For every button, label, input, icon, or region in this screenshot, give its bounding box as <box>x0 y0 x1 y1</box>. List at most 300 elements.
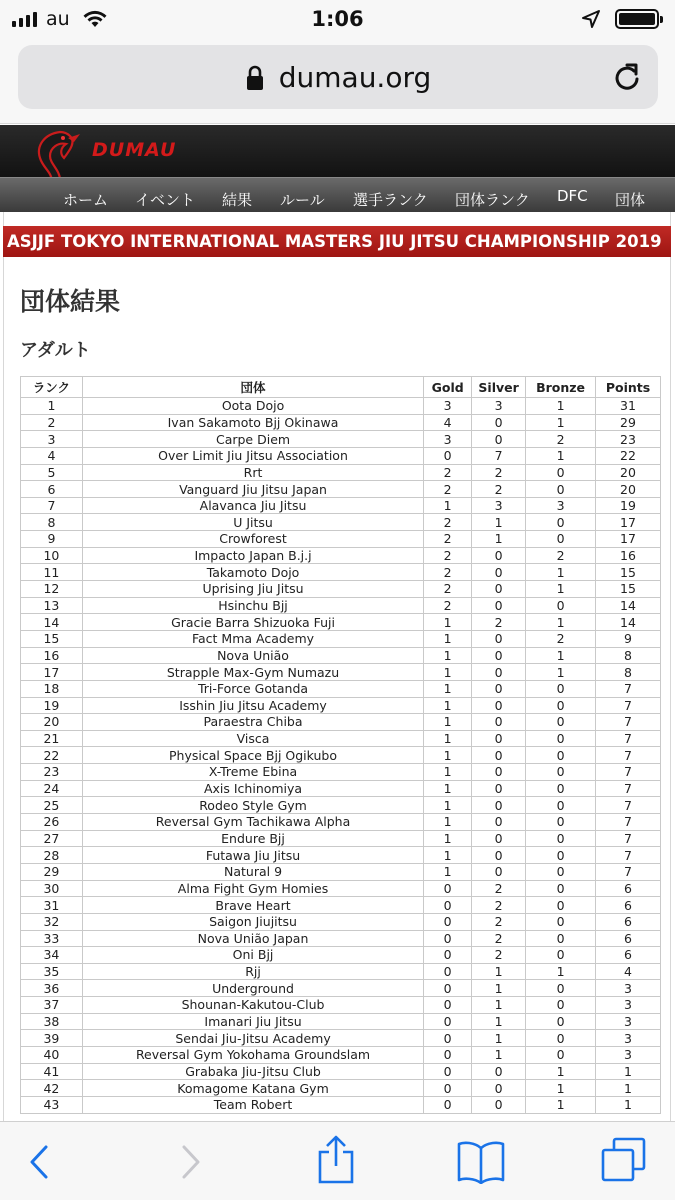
table-row <box>21 947 661 964</box>
table-row <box>21 847 661 864</box>
cell-bronze: 1 <box>526 1080 596 1097</box>
cell-silver: 0 <box>472 630 526 647</box>
cell-team: Nova União <box>82 647 423 664</box>
cell-rank: 14 <box>21 614 83 631</box>
reload-icon[interactable] <box>612 61 642 93</box>
cell-team: Uprising Jiu Jitsu <box>82 581 423 598</box>
table-row <box>21 431 661 448</box>
cell-bronze: 0 <box>526 863 596 880</box>
nav-teams[interactable]: 団体 <box>615 191 646 209</box>
cell-bronze: 2 <box>526 547 596 564</box>
cell-rank: 19 <box>21 697 83 714</box>
cell-points: 20 <box>596 464 661 481</box>
cell-points: 8 <box>596 664 661 681</box>
cell-bronze: 1 <box>526 414 596 431</box>
table-row <box>21 398 661 415</box>
cell-team: X-Treme Ebina <box>82 764 423 781</box>
cell-silver: 1 <box>472 980 526 997</box>
lock-icon <box>245 64 265 92</box>
cell-bronze: 0 <box>526 597 596 614</box>
cell-team: Physical Space Bjj Ogikubo <box>82 747 423 764</box>
nav-rules[interactable]: ルール <box>280 191 325 209</box>
cell-points: 7 <box>596 764 661 781</box>
cell-team: Saigon Jiujitsu <box>82 913 423 930</box>
cell-points: 7 <box>596 747 661 764</box>
cell-team: Oni Bjj <box>82 947 423 964</box>
cell-points: 29 <box>596 414 661 431</box>
cell-points: 16 <box>596 547 661 564</box>
table-row <box>21 630 661 647</box>
cell-team: Shounan-Kakutou-Club <box>82 997 423 1014</box>
cell-points: 4 <box>596 963 661 980</box>
table-row <box>21 680 661 697</box>
table-row <box>21 747 661 764</box>
cell-silver: 2 <box>472 930 526 947</box>
back-icon[interactable] <box>26 1142 52 1182</box>
cell-bronze: 1 <box>526 614 596 631</box>
cell-bronze: 0 <box>526 797 596 814</box>
table-row <box>21 447 661 464</box>
cell-gold: 0 <box>424 1030 472 1047</box>
results-table <box>20 376 661 1114</box>
table-row <box>21 913 661 930</box>
cell-points: 15 <box>596 581 661 598</box>
cell-bronze: 0 <box>526 481 596 498</box>
table-row <box>21 514 661 531</box>
cell-silver: 1 <box>472 1030 526 1047</box>
table-row <box>21 714 661 731</box>
url-text: dumau.org <box>278 61 432 94</box>
cell-team: Nova União Japan <box>82 930 423 947</box>
table-row <box>21 597 661 614</box>
cell-bronze: 0 <box>526 930 596 947</box>
cell-rank: 10 <box>21 547 83 564</box>
cell-gold: 1 <box>424 630 472 647</box>
cell-silver: 0 <box>472 863 526 880</box>
header-team: 団体 <box>82 377 423 398</box>
cell-silver: 0 <box>472 1063 526 1080</box>
cell-gold: 0 <box>424 947 472 964</box>
cell-gold: 2 <box>424 581 472 598</box>
cell-team: Visca <box>82 730 423 747</box>
cell-team: Over Limit Jiu Jitsu Association <box>82 447 423 464</box>
cell-team: Vanguard Jiu Jitsu Japan <box>82 481 423 498</box>
cell-points: 6 <box>596 913 661 930</box>
table-row <box>21 897 661 914</box>
cell-points: 17 <box>596 531 661 548</box>
cell-points: 3 <box>596 1030 661 1047</box>
cell-team: Reversal Gym Tachikawa Alpha <box>82 814 423 831</box>
table-row <box>21 581 661 598</box>
cell-points: 7 <box>596 697 661 714</box>
cell-team: Natural 9 <box>82 863 423 880</box>
browser-top-bar <box>0 40 675 124</box>
cell-rank: 25 <box>21 797 83 814</box>
table-row <box>21 1096 661 1113</box>
cell-gold: 2 <box>424 564 472 581</box>
battery-icon <box>615 9 659 29</box>
cell-silver: 2 <box>472 880 526 897</box>
cell-silver: 0 <box>472 830 526 847</box>
cell-silver: 1 <box>472 531 526 548</box>
status-bar <box>0 0 675 40</box>
table-row <box>21 647 661 664</box>
nav-events[interactable]: イベント <box>135 191 196 209</box>
table-row <box>21 664 661 681</box>
table-row <box>21 531 661 548</box>
cell-gold: 0 <box>424 963 472 980</box>
nav-dfc[interactable]: DFC <box>557 187 588 205</box>
cell-bronze: 0 <box>526 830 596 847</box>
cell-points: 9 <box>596 630 661 647</box>
cell-rank: 5 <box>21 464 83 481</box>
cell-rank: 28 <box>21 847 83 864</box>
cell-points: 3 <box>596 997 661 1014</box>
cell-bronze: 1 <box>526 1063 596 1080</box>
cell-bronze: 0 <box>526 1013 596 1030</box>
cell-gold: 1 <box>424 730 472 747</box>
table-row <box>21 880 661 897</box>
cell-points: 7 <box>596 680 661 697</box>
cell-bronze: 0 <box>526 514 596 531</box>
address-bar[interactable] <box>18 45 658 109</box>
cell-rank: 40 <box>21 1046 83 1063</box>
cell-team: Rjj <box>82 963 423 980</box>
carrier-label: au <box>46 8 70 30</box>
cell-silver: 0 <box>472 581 526 598</box>
cell-team: Komagome Katana Gym <box>82 1080 423 1097</box>
cell-silver: 2 <box>472 913 526 930</box>
cell-gold: 2 <box>424 481 472 498</box>
cell-points: 3 <box>596 980 661 997</box>
cell-bronze: 0 <box>526 747 596 764</box>
cell-rank: 23 <box>21 764 83 781</box>
cell-rank: 17 <box>21 664 83 681</box>
cell-gold: 2 <box>424 547 472 564</box>
cell-team: Rrt <box>82 464 423 481</box>
cell-team: U Jitsu <box>82 514 423 531</box>
cell-bronze: 1 <box>526 564 596 581</box>
cell-points: 7 <box>596 730 661 747</box>
cell-gold: 1 <box>424 830 472 847</box>
cell-rank: 37 <box>21 997 83 1014</box>
cell-rank: 29 <box>21 863 83 880</box>
cell-team: Reversal Gym Yokohama Groundslam <box>82 1046 423 1063</box>
cell-silver: 0 <box>472 431 526 448</box>
table-row <box>21 497 661 514</box>
cell-bronze: 1 <box>526 1096 596 1113</box>
cell-silver: 0 <box>472 814 526 831</box>
cell-bronze: 1 <box>526 398 596 415</box>
table-row <box>21 481 661 498</box>
cell-silver: 0 <box>472 847 526 864</box>
cell-gold: 0 <box>424 897 472 914</box>
cell-rank: 26 <box>21 814 83 831</box>
cell-rank: 2 <box>21 414 83 431</box>
cell-bronze: 1 <box>526 447 596 464</box>
table-row <box>21 980 661 997</box>
cell-gold: 2 <box>424 464 472 481</box>
cell-bronze: 2 <box>526 630 596 647</box>
cell-team: Underground <box>82 980 423 997</box>
cell-points: 8 <box>596 647 661 664</box>
page-title: 団体結果 <box>20 287 121 316</box>
cell-team: Imanari Jiu Jitsu <box>82 1013 423 1030</box>
cell-rank: 39 <box>21 1030 83 1047</box>
cell-bronze: 0 <box>526 531 596 548</box>
cell-bronze: 0 <box>526 680 596 697</box>
cell-gold: 1 <box>424 863 472 880</box>
cell-team: Crowforest <box>82 531 423 548</box>
table-row <box>21 1013 661 1030</box>
cell-rank: 12 <box>21 581 83 598</box>
cell-points: 3 <box>596 1046 661 1063</box>
cell-points: 6 <box>596 947 661 964</box>
cell-silver: 0 <box>472 780 526 797</box>
cell-rank: 20 <box>21 714 83 731</box>
cell-points: 7 <box>596 714 661 731</box>
cell-gold: 1 <box>424 497 472 514</box>
table-row <box>21 730 661 747</box>
cell-team: Rodeo Style Gym <box>82 797 423 814</box>
cell-points: 6 <box>596 880 661 897</box>
share-icon[interactable] <box>316 1134 356 1184</box>
location-icon <box>581 9 601 29</box>
cell-gold: 1 <box>424 847 472 864</box>
cell-silver: 0 <box>472 764 526 781</box>
cell-gold: 1 <box>424 797 472 814</box>
cell-points: 7 <box>596 797 661 814</box>
cell-points: 14 <box>596 614 661 631</box>
table-row <box>21 697 661 714</box>
table-row <box>21 797 661 814</box>
table-row <box>21 863 661 880</box>
cell-team: Fact Mma Academy <box>82 630 423 647</box>
cell-rank: 43 <box>21 1096 83 1113</box>
cell-silver: 0 <box>472 797 526 814</box>
cell-points: 7 <box>596 863 661 880</box>
cell-gold: 1 <box>424 664 472 681</box>
cell-gold: 1 <box>424 647 472 664</box>
cell-silver: 2 <box>472 897 526 914</box>
cell-gold: 0 <box>424 1096 472 1113</box>
cell-rank: 30 <box>21 880 83 897</box>
cell-bronze: 0 <box>526 947 596 964</box>
cell-gold: 2 <box>424 597 472 614</box>
cell-silver: 0 <box>472 597 526 614</box>
cell-rank: 15 <box>21 630 83 647</box>
cell-rank: 9 <box>21 531 83 548</box>
cell-gold: 1 <box>424 814 472 831</box>
cell-silver: 1 <box>472 997 526 1014</box>
cell-rank: 31 <box>21 897 83 914</box>
cell-gold: 3 <box>424 431 472 448</box>
cell-points: 19 <box>596 497 661 514</box>
nav-athlete-rank[interactable]: 選手ランク <box>353 191 428 209</box>
cell-gold: 0 <box>424 880 472 897</box>
nav-results[interactable]: 結果 <box>222 191 253 209</box>
cell-silver: 0 <box>472 1080 526 1097</box>
cell-silver: 0 <box>472 664 526 681</box>
cell-silver: 3 <box>472 497 526 514</box>
cell-rank: 18 <box>21 680 83 697</box>
cell-points: 1 <box>596 1063 661 1080</box>
cell-silver: 0 <box>472 714 526 731</box>
event-banner: ASJJF TOKYO INTERNATIONAL MASTERS JIU JITSU CHAMPIONSHIP 2019 <box>3 226 671 257</box>
cell-team: Paraestra Chiba <box>82 714 423 731</box>
cell-points: 31 <box>596 398 661 415</box>
cell-team: Tri-Force Gotanda <box>82 680 423 697</box>
cell-gold: 0 <box>424 1080 472 1097</box>
cell-silver: 2 <box>472 481 526 498</box>
cell-gold: 0 <box>424 1013 472 1030</box>
cell-points: 22 <box>596 447 661 464</box>
cell-bronze: 0 <box>526 997 596 1014</box>
cell-rank: 13 <box>21 597 83 614</box>
cell-rank: 21 <box>21 730 83 747</box>
cell-silver: 0 <box>472 730 526 747</box>
status-time: 1:06 <box>311 7 364 31</box>
cell-team: Impacto Japan B.j.j <box>82 547 423 564</box>
cell-silver: 0 <box>472 564 526 581</box>
cell-points: 14 <box>596 597 661 614</box>
cell-points: 1 <box>596 1096 661 1113</box>
cell-silver: 7 <box>472 447 526 464</box>
forward-icon[interactable] <box>178 1142 204 1182</box>
table-row <box>21 1063 661 1080</box>
status-right <box>581 9 659 29</box>
cell-bronze: 0 <box>526 913 596 930</box>
table-row <box>21 1030 661 1047</box>
cell-team: Futawa Jiu Jitsu <box>82 847 423 864</box>
table-row <box>21 764 661 781</box>
header-rank: ランク <box>21 377 83 398</box>
header-gold: Gold <box>424 377 472 398</box>
cell-rank: 16 <box>21 647 83 664</box>
cell-rank: 1 <box>21 398 83 415</box>
cell-points: 7 <box>596 847 661 864</box>
logo-text: DUMAU <box>92 139 177 161</box>
cell-silver: 3 <box>472 398 526 415</box>
cell-gold: 2 <box>424 514 472 531</box>
cell-gold: 0 <box>424 980 472 997</box>
cell-bronze: 1 <box>526 581 596 598</box>
cell-team: Endure Bjj <box>82 830 423 847</box>
cell-silver: 1 <box>472 963 526 980</box>
tabs-icon[interactable] <box>600 1136 648 1184</box>
cell-points: 20 <box>596 481 661 498</box>
cell-gold: 1 <box>424 680 472 697</box>
cell-points: 17 <box>596 514 661 531</box>
cell-bronze: 0 <box>526 1046 596 1063</box>
cell-bronze: 0 <box>526 780 596 797</box>
table-row <box>21 780 661 797</box>
bookmarks-icon[interactable] <box>456 1140 506 1184</box>
cell-bronze: 0 <box>526 847 596 864</box>
cell-rank: 11 <box>21 564 83 581</box>
browser-toolbar <box>0 1121 675 1200</box>
section-title: アダルト <box>20 340 91 361</box>
table-row <box>21 1080 661 1097</box>
table-row <box>21 414 661 431</box>
cell-points: 23 <box>596 431 661 448</box>
cell-bronze: 3 <box>526 497 596 514</box>
cell-team: Hsinchu Bjj <box>82 597 423 614</box>
table-row <box>21 814 661 831</box>
cell-rank: 38 <box>21 1013 83 1030</box>
cell-team: Oota Dojo <box>82 398 423 415</box>
cell-points: 6 <box>596 897 661 914</box>
cell-points: 15 <box>596 564 661 581</box>
table-row <box>21 564 661 581</box>
cell-bronze: 0 <box>526 730 596 747</box>
cell-bronze: 0 <box>526 464 596 481</box>
cell-bronze: 0 <box>526 697 596 714</box>
cell-team: Gracie Barra Shizuoka Fuji <box>82 614 423 631</box>
cell-silver: 0 <box>472 414 526 431</box>
cell-silver: 1 <box>472 1013 526 1030</box>
cell-team: Ivan Sakamoto Bjj Okinawa <box>82 414 423 431</box>
cell-points: 3 <box>596 1013 661 1030</box>
cell-silver: 0 <box>472 747 526 764</box>
cell-silver: 0 <box>472 680 526 697</box>
cell-team: Takamoto Dojo <box>82 564 423 581</box>
table-row <box>21 464 661 481</box>
cell-gold: 3 <box>424 398 472 415</box>
cell-bronze: 1 <box>526 647 596 664</box>
cell-team: Brave Heart <box>82 897 423 914</box>
cell-team: Carpe Diem <box>82 431 423 448</box>
cell-gold: 1 <box>424 747 472 764</box>
cell-bronze: 2 <box>526 431 596 448</box>
main-nav <box>0 177 675 212</box>
nav-team-rank[interactable]: 団体ランク <box>455 191 530 209</box>
nav-home[interactable]: ホーム <box>63 191 109 209</box>
cell-team: Team Robert <box>82 1096 423 1113</box>
cell-points: 7 <box>596 814 661 831</box>
cell-team: Isshin Jiu Jitsu Academy <box>82 697 423 714</box>
cell-points: 7 <box>596 780 661 797</box>
table-row <box>21 963 661 980</box>
cell-gold: 1 <box>424 764 472 781</box>
cell-bronze: 0 <box>526 897 596 914</box>
cell-rank: 22 <box>21 747 83 764</box>
table-row <box>21 1046 661 1063</box>
cell-silver: 0 <box>472 647 526 664</box>
table-row <box>21 930 661 947</box>
table-row <box>21 997 661 1014</box>
cell-gold: 2 <box>424 531 472 548</box>
cell-bronze: 0 <box>526 714 596 731</box>
cell-rank: 27 <box>21 830 83 847</box>
cell-team: Strapple Max-Gym Numazu <box>82 664 423 681</box>
cell-rank: 8 <box>21 514 83 531</box>
header-silver: Silver <box>472 377 526 398</box>
cell-silver: 1 <box>472 1046 526 1063</box>
cell-gold: 0 <box>424 913 472 930</box>
cell-gold: 0 <box>424 447 472 464</box>
cell-team: Grabaka Jiu-Jitsu Club <box>82 1063 423 1080</box>
cell-rank: 33 <box>21 930 83 947</box>
cell-rank: 4 <box>21 447 83 464</box>
cell-silver: 2 <box>472 614 526 631</box>
cell-points: 1 <box>596 1080 661 1097</box>
cell-rank: 34 <box>21 947 83 964</box>
header-bronze: Bronze <box>526 377 596 398</box>
cell-team: Alavanca Jiu Jitsu <box>82 497 423 514</box>
cell-bronze: 0 <box>526 764 596 781</box>
cell-rank: 24 <box>21 780 83 797</box>
